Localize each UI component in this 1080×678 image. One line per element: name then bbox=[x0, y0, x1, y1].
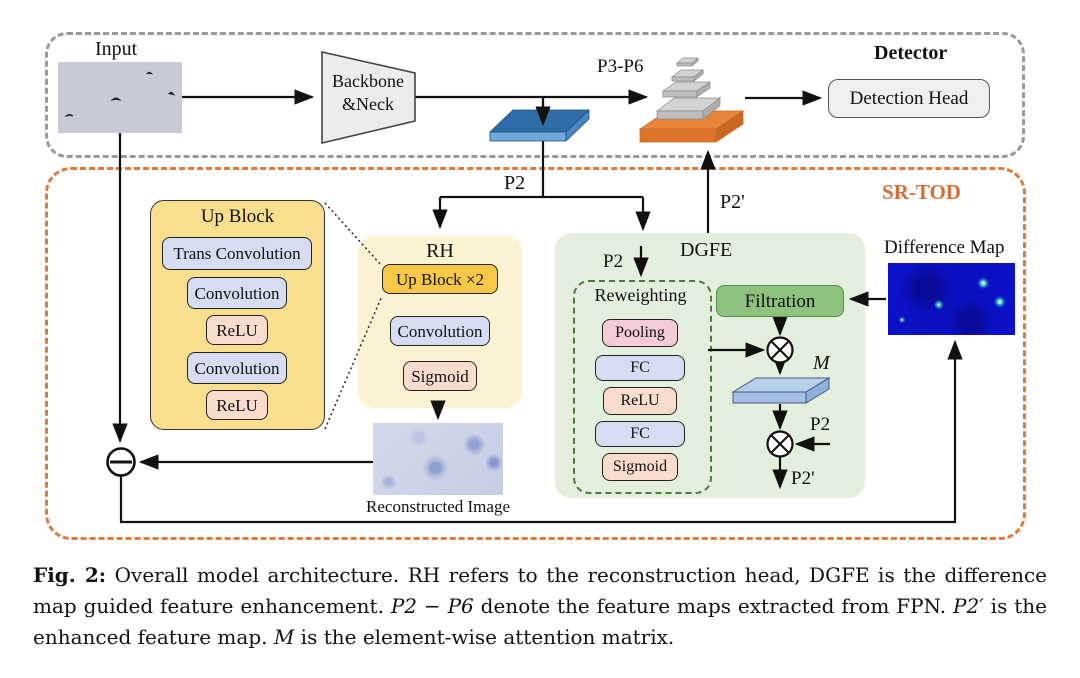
dgfe-p2-in-label: P2 bbox=[603, 251, 624, 272]
multiply-icon bbox=[768, 338, 793, 363]
convolution-box: Convolution bbox=[390, 316, 490, 346]
m-label: M bbox=[813, 352, 830, 374]
relu-box: ReLU bbox=[206, 390, 268, 420]
fc-box: FC bbox=[595, 421, 685, 447]
relu-box: ReLU bbox=[603, 387, 677, 415]
multiply-icon bbox=[768, 432, 793, 457]
detection-head-box: Detection Head bbox=[828, 79, 990, 118]
p2-prime-up-label: P2' bbox=[720, 191, 745, 213]
difference-map-label: Difference Map bbox=[884, 237, 1005, 258]
reweighting-title: Reweighting bbox=[594, 285, 687, 305]
attention-matrix-slab bbox=[733, 378, 829, 403]
input-label: Input bbox=[95, 38, 138, 60]
figure-caption: Fig. 2: Overall model architecture. RH refers to the reconstruction head, DGFE is the difference map guided feature enhancement. P2 − P6 denote the feature maps extracted from FPN. P2′ is the enhanced feature map. M is the element-wise attention matrix. bbox=[33, 563, 1048, 649]
rh-title: RH bbox=[426, 240, 454, 262]
p2-prime-out-label: P2' bbox=[791, 468, 815, 489]
fc-box: FC bbox=[595, 355, 685, 381]
caption-fig-label: Fig. 2: bbox=[33, 563, 107, 587]
dgfe-title: DGFE bbox=[680, 239, 733, 261]
sigmoid-box: Sigmoid bbox=[403, 361, 477, 391]
p2-branch-label: P2 bbox=[504, 172, 526, 194]
p2-side-label: P2 bbox=[810, 414, 831, 435]
filtration-box: Filtration bbox=[716, 285, 844, 317]
zoom-callout-lines bbox=[325, 203, 382, 429]
detector-label: Detector bbox=[874, 42, 948, 64]
pooling-box: Pooling bbox=[602, 319, 678, 347]
relu-box: ReLU bbox=[206, 315, 268, 345]
p2-feature-map bbox=[490, 110, 589, 141]
p3p6-label: P3-P6 bbox=[597, 56, 644, 77]
convolution-box: Convolution bbox=[187, 277, 287, 309]
up-block-title: Up Block bbox=[200, 206, 275, 227]
convolution-box: Convolution bbox=[187, 352, 287, 384]
sigmoid-box: Sigmoid bbox=[602, 453, 678, 481]
up-block-x2-box: Up Block ×2 bbox=[382, 264, 498, 294]
trans-convolution-box: Trans Convolution bbox=[162, 237, 312, 270]
fpn-pyramid bbox=[640, 58, 743, 142]
reconstructed-image-label: Reconstructed Image bbox=[366, 497, 510, 516]
subtract-icon bbox=[108, 449, 135, 476]
srtod-label: SR-TOD bbox=[882, 180, 961, 204]
backbone-neck-label: Backbone &Neck bbox=[332, 71, 404, 115]
